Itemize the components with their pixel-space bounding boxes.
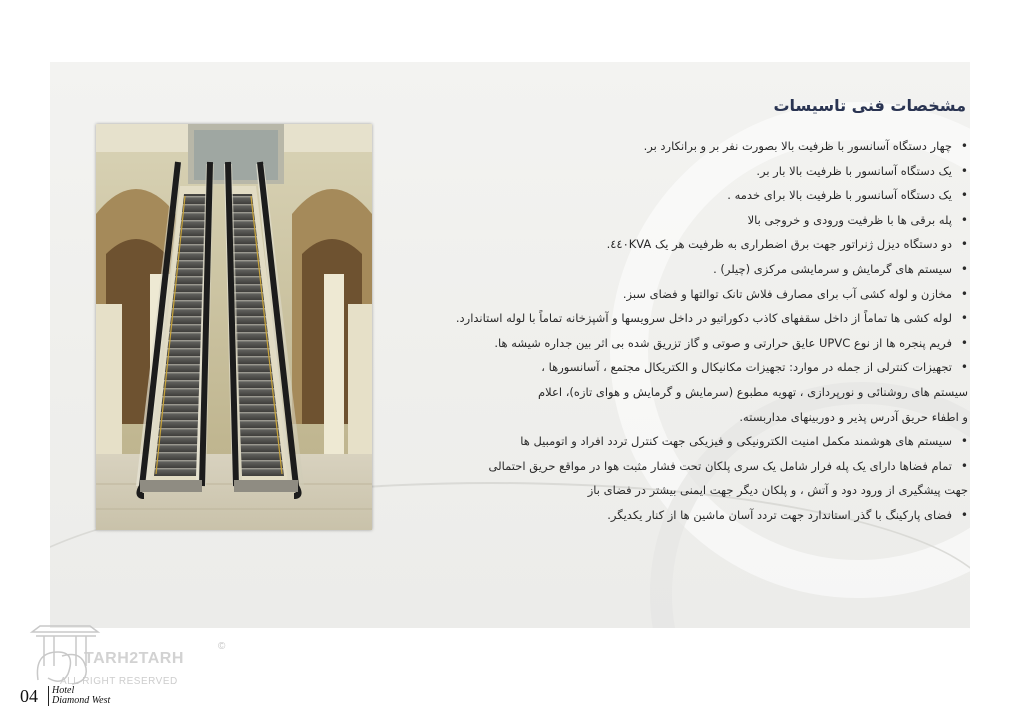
bullet-icon: •: [960, 458, 968, 473]
hotel-name-line1: Hotel: [52, 685, 75, 696]
list-item-text: یک دستگاه آسانسور با ظرفیت بالا برای خدمه .: [727, 188, 952, 203]
list-item: [428, 429, 968, 454]
bullet-icon: •: [960, 261, 968, 276]
list-item-text: یک دستگاه آسانسور با ظرفیت بالا بار بر.: [756, 163, 952, 178]
list-item: [428, 454, 968, 479]
list-item-text: فریم پنجره ها از نوع UPVC عایق حرارتی و صوتی و گاز تزریق شده بی اثر بین جداره شیشه ها.: [494, 335, 952, 350]
bullet-icon: •: [960, 163, 968, 178]
list-item: [428, 355, 968, 380]
section-title: مشخصات فنی تاسیسات: [773, 96, 966, 115]
list-item-text: پله برقی ها با ظرفیت ورودی و خروجی بالا: [747, 212, 952, 227]
list-item-text: فضای پارکینگ با گذر استاندارد جهت تردد آسان ماشین ها از کنار یکدیگر.: [607, 507, 952, 522]
list-item: [428, 134, 968, 159]
list-item-text: لوله کشی ها تماماً از داخل سقفهای کاذب دکوراتیو در داخل سرویسها و آشپزخانه تماماً با لوله استاندارد.: [455, 311, 952, 326]
bullet-icon: •: [960, 335, 968, 350]
list-item: [428, 331, 968, 356]
list-item-text: چهار دستگاه آسانسور با ظرفیت بالا بصورت نفر بر و برانکارد بر.: [643, 139, 952, 153]
list-item: [428, 232, 968, 257]
list-item-text: سیستم های هوشمند مکمل امنیت الکترونیکی و فیزیکی جهت کنترل تردد افراد و اتومبیل ها: [520, 434, 952, 449]
list-item-continuation: [428, 478, 968, 503]
list-item: [428, 208, 968, 233]
copyright-symbol: ©: [218, 641, 226, 652]
bullet-icon: •: [960, 360, 968, 375]
list-item-text: سیستم های گرمایش و سرمایشی مرکزی (چیلر) .: [713, 261, 952, 276]
list-item: [428, 159, 968, 184]
list-item-text: سیستم های روشنائی و نورپردازی ، تهویه مطبوع (سرمایش و گرمایش و هوای تازه)، اعلام: [538, 384, 968, 399]
bullet-icon: •: [960, 188, 968, 203]
bullet-icon: •: [960, 139, 968, 153]
escalators-photo: [96, 124, 372, 530]
list-item-text: مخازن و لوله کشی آب برای مصارف فلاش تانک توالتها و فضای سبز.: [622, 286, 952, 301]
list-item-continuation: [428, 380, 968, 405]
bullet-icon: •: [960, 286, 968, 301]
watermark-brand: TARH2TARH: [84, 650, 184, 667]
bullet-icon: •: [960, 434, 968, 449]
hotel-name-line2: Diamond West: [52, 695, 111, 706]
list-item-text: جهت پیشگیری از ورود دود و آتش ، و پلکان دیگر جهت ایمنی بیشتر در فضای باز: [587, 483, 968, 498]
list-item: [428, 282, 968, 307]
list-item-text: تمام فضاها دارای یک پله فرار شامل یک سری پلکان تحت فشار مثبت هوا در مواقع حریق احتمالی: [488, 458, 952, 473]
list-item-text: و اطفاء حریق آدرس پذیر و دوربینهای مداربسته.: [739, 409, 968, 424]
specifications-list: [428, 134, 968, 528]
bullet-icon: •: [960, 212, 968, 227]
list-item-text: تجهیزات کنترلی از جمله در موارد: تجهیزات مکانیکال و الکتریکال مجتمع ، آسانسورها ،: [541, 360, 952, 375]
list-item: [428, 306, 968, 331]
list-item: [428, 503, 968, 528]
list-item: [428, 183, 968, 208]
bullet-icon: •: [960, 237, 968, 252]
bullet-icon: •: [960, 507, 968, 522]
hotel-name: [48, 686, 110, 706]
bullet-icon: •: [960, 311, 968, 326]
watermark-reserved: ALL RIGHT RESERVED: [60, 676, 178, 687]
page-number: 04: [20, 686, 38, 706]
list-item: [428, 257, 968, 282]
list-item-continuation: [428, 405, 968, 430]
list-item-text: دو دستگاه دیزل ژنراتور جهت برق اضطراری به ظرفیت هر یک ٤٤٠KVA.: [606, 237, 952, 252]
